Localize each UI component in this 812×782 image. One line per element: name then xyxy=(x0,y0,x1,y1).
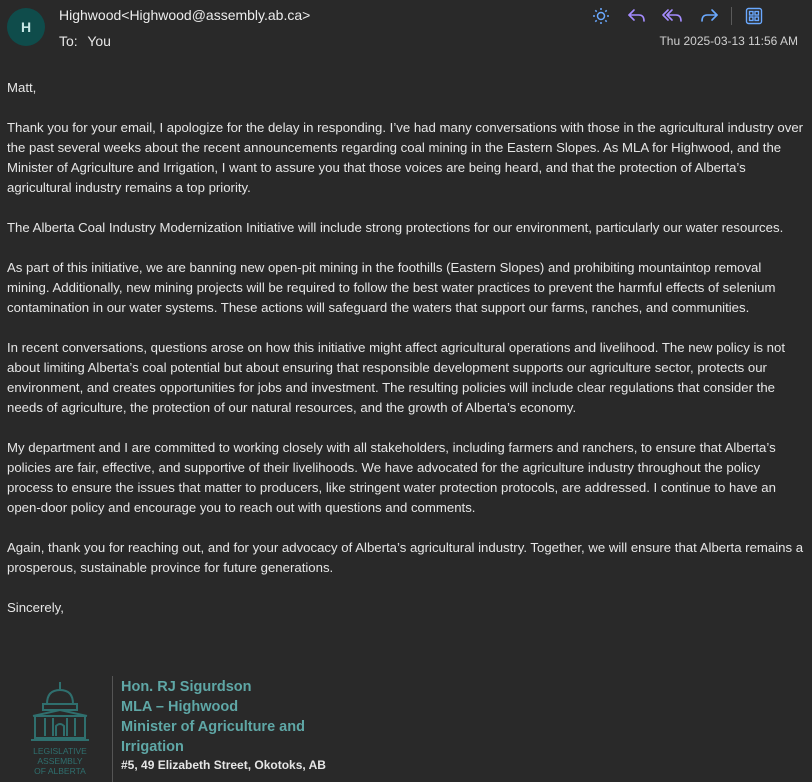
body-paragraph: My department and I are committed to working closely with all stakeholders, including farmers and ranchers, to ensure that Alberta’s policies are fair, effective, and supportive of their livelihoods. We have advocated for the agriculture industry throughout the policy process to ensure the issues that matter to producers, like stringent water protection protocols, are addressed. I continue to have an open-door policy and encourage you to reach out with questions and comments. xyxy=(7,440,776,515)
signature-block xyxy=(121,677,305,757)
message-toolbar xyxy=(579,4,768,28)
svg-text:ASSEMBLY: ASSEMBLY xyxy=(37,756,83,766)
legislative-assembly-logo xyxy=(25,680,95,780)
to-label: To: xyxy=(59,33,78,49)
signature-title-line1: Minister of Agriculture and xyxy=(121,719,305,735)
signature-address: #5, 49 Elizabeth Street, Okotoks, AB xyxy=(121,758,326,772)
body-paragraph: Again, thank you for reaching out, and for your advocacy of Alberta’s agricultural industry. Together, we will ensure that Alberta remains a prosperous, sustainable province for future generations. xyxy=(7,540,804,575)
signature-name: Hon. RJ Sigurdson xyxy=(121,679,252,695)
sun-icon[interactable] xyxy=(587,4,615,28)
sender-name[interactable]: Highwood<Highwood@assembly.ab.ca> xyxy=(59,7,311,23)
recipient-name[interactable]: You xyxy=(87,33,111,49)
signature-divider xyxy=(112,676,113,782)
body-paragraph: In recent conversations, questions arose on how this initiative might affect agricultural operations and livelihood. The new policy is not about limiting Alberta’s coal potential but about ensuring that responsible development supports our agriculture sector, protects our environment, and creates opportunities for jobs and investment. The resulting policies will include clear regulations that consider the needs of agriculture, the protection of our natural resources, and the growth of Alberta’s economy. xyxy=(7,340,786,415)
email-signature xyxy=(0,672,812,782)
toolbar-separator xyxy=(731,7,732,25)
reply-all-icon[interactable] xyxy=(659,4,687,28)
message-header xyxy=(0,0,812,62)
message-body xyxy=(7,78,807,638)
closing: Sincerely, xyxy=(7,600,64,615)
message-date: Thu 2025-03-13 11:56 AM xyxy=(659,34,798,48)
reply-icon[interactable] xyxy=(623,4,651,28)
forward-icon[interactable] xyxy=(695,4,723,28)
svg-text:OF ALBERTA: OF ALBERTA xyxy=(34,766,86,776)
signature-riding: MLA – Highwood xyxy=(121,699,239,715)
body-paragraph: The Alberta Coal Industry Modernization Initiative will include strong protections for our environment, particularly our water resources. xyxy=(7,220,784,235)
body-paragraph: Thank you for your email, I apologize for the delay in responding. I’ve had many conversations with those in the agricultural industry over the past several weeks about the recent announcements regarding coal mining in the Eastern Slopes. As MLA for Highwood, and the Minister of Agriculture and Irrigation, I want to assure you that those voices are being heard, and that the protection of Alberta’s agricultural industry remains a top priority. xyxy=(7,120,804,195)
greeting: Matt, xyxy=(7,80,37,95)
signature-title-line2: Irrigation xyxy=(121,739,184,755)
body-paragraph: As part of this initiative, we are banning new open-pit mining in the foothills (Eastern Slopes) and prohibiting mountaintop removal mining. Additionally, new mining projects will be required to follow the best water practices to prevent the harmful effects of selenium contamination in our water systems. These actions will safeguard the waters that support our farms, ranches, and communities. xyxy=(7,260,776,315)
sender-avatar[interactable]: H xyxy=(7,8,45,46)
apps-icon[interactable] xyxy=(740,4,768,28)
recipient-line xyxy=(59,33,111,49)
svg-text:LEGISLATIVE: LEGISLATIVE xyxy=(33,746,87,756)
